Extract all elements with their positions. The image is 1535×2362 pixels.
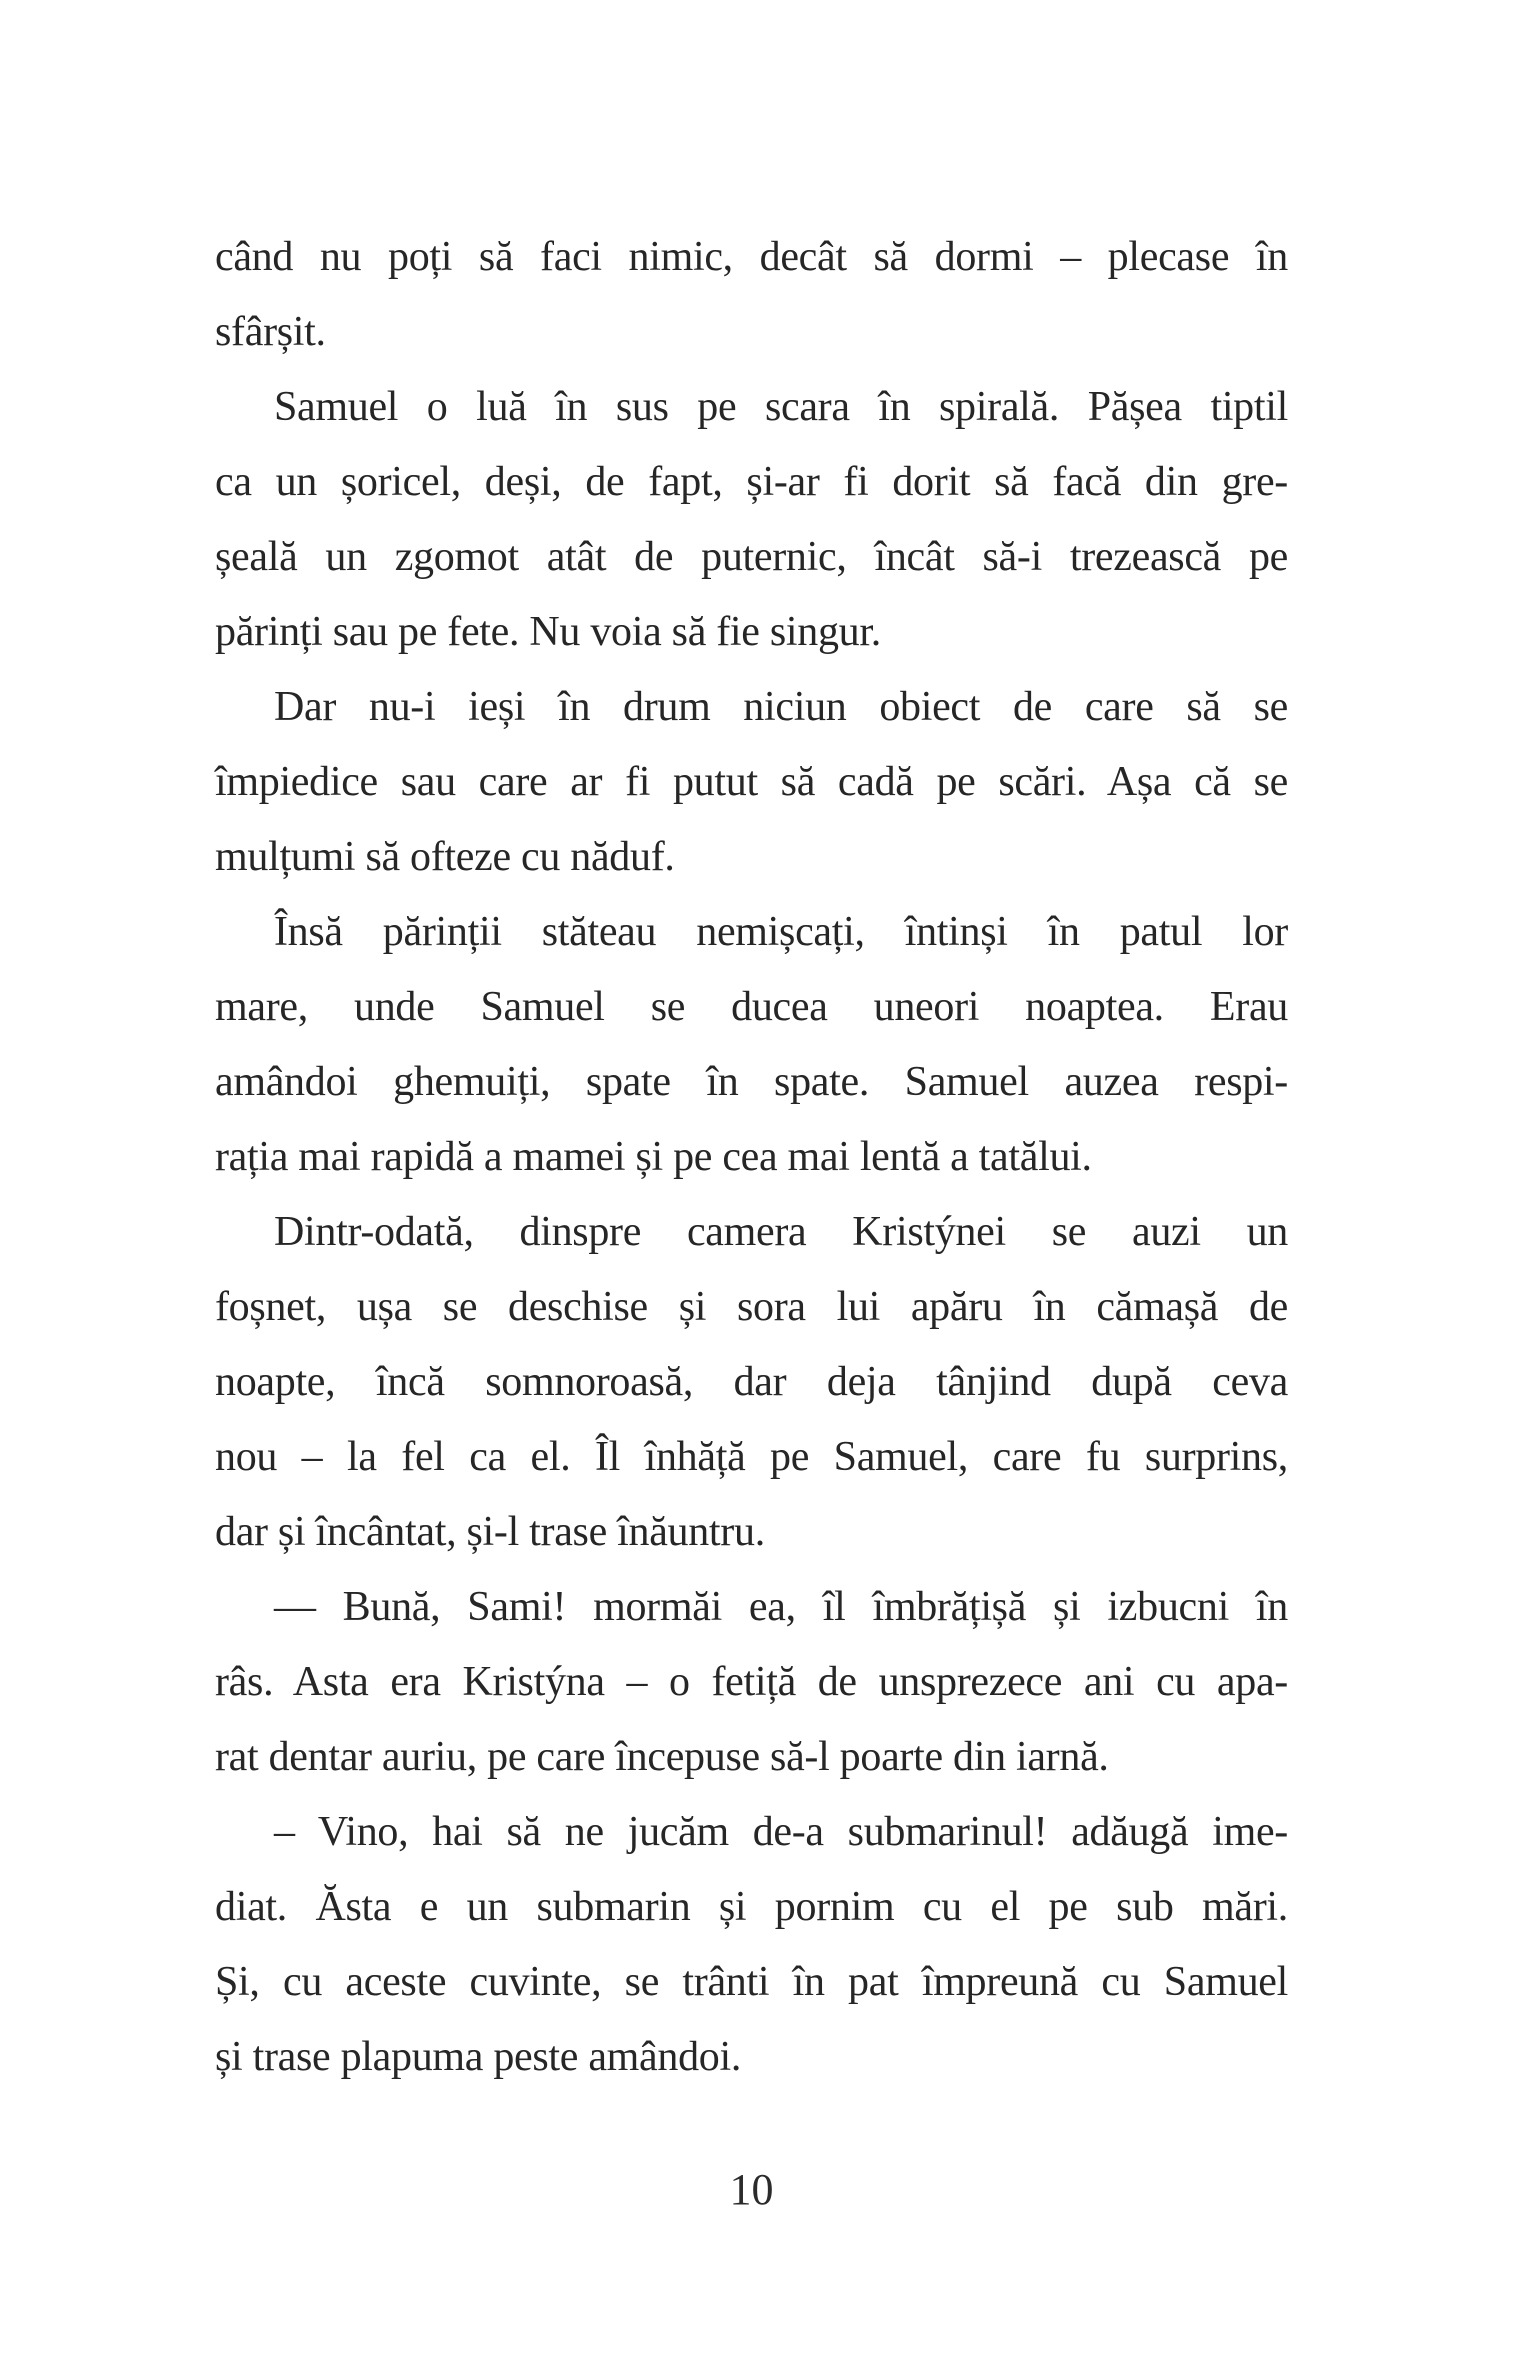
- text-line: – Vino, hai să ne jucăm de-a submarinul! adăugă ime-: [274, 1809, 1288, 1855]
- text-line: împiedice sau care ar fi putut să cadă pe scări. Așa că se: [215, 759, 1288, 805]
- page-number: 10: [729, 2165, 774, 2214]
- text-line: — Bună, Sami! mormăi ea, îl îmbrățișă și izbucni în: [274, 1584, 1288, 1630]
- text-line: Însă părinții stăteau nemișcați, întinși în patul lor: [274, 909, 1288, 955]
- text-line: dar și încântat, și-l trase înăuntru.: [215, 1509, 765, 1555]
- text-line: Și, cu aceste cuvinte, se trânti în pat împreună cu Samuel: [215, 1959, 1288, 2005]
- text-line: când nu poți să faci nimic, decât să dormi – plecase în: [215, 234, 1288, 280]
- text-line: rația mai rapidă a mamei și pe cea mai lentă a tatălui.: [215, 1134, 1092, 1180]
- text-line: Dar nu-i ieși în drum niciun obiect de care să se: [274, 684, 1288, 730]
- text-line: amândoi ghemuiți, spate în spate. Samuel auzea respi-: [215, 1059, 1288, 1105]
- text-line: ca un șoricel, deși, de fapt, și-ar fi dorit să facă din gre-: [215, 459, 1288, 505]
- text-block: [215, 220, 1288, 2095]
- text-line: rat dentar auriu, pe care începuse să-l poarte din iarnă.: [215, 1734, 1109, 1780]
- text-line: noapte, încă somnoroasă, dar deja tânjind după ceva: [215, 1359, 1288, 1405]
- text-line: diat. Ăsta e un submarin și pornim cu el pe sub mări.: [215, 1884, 1288, 1930]
- text-line: Samuel o luă în sus pe scara în spirală. Pășea tiptil: [274, 384, 1288, 430]
- text-line: Dintr-odată, dinspre camera Kristýnei se auzi un: [274, 1209, 1288, 1255]
- text-line: foșnet, ușa se deschise și sora lui apăru în cămașă de: [215, 1284, 1288, 1330]
- text-line: părinți sau pe fete. Nu voia să fie singur.: [215, 609, 881, 655]
- text-line: nou – la fel ca el. Îl înhăță pe Samuel, care fu surprins,: [215, 1434, 1288, 1480]
- text-line: și trase plapuma peste amândoi.: [215, 2034, 742, 2080]
- text-line: sfârșit.: [215, 309, 326, 355]
- text-line: mare, unde Samuel se ducea uneori noaptea. Erau: [215, 984, 1288, 1030]
- text-line: șeală un zgomot atât de puternic, încât să-i trezească pe: [215, 534, 1288, 580]
- text-line: mulțumi să ofteze cu năduf.: [215, 834, 675, 880]
- text-line: râs. Asta era Kristýna – o fetiță de unsprezece ani cu apa-: [215, 1659, 1288, 1705]
